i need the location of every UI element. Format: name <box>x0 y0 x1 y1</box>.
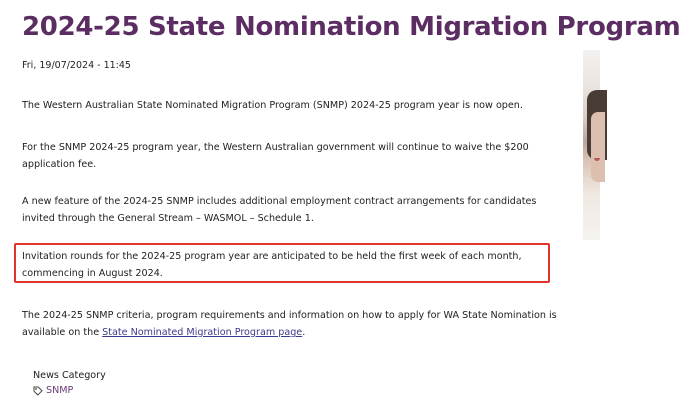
paragraph-fee-waiver: For the SNMP 2024-25 program year, the Western Australian government will continue to waive the $200 application fee. <box>22 142 529 170</box>
criteria-text: The 2024-25 SNMP criteria, program requirements and information on how to apply for WA State Nomination is available on the <box>22 310 557 338</box>
criteria-text-end: . <box>302 327 306 338</box>
sidebar-photo <box>583 50 600 240</box>
post-date: Fri, 19/07/2024 - 11:45 <box>22 60 131 71</box>
news-category-label: News Category <box>33 370 106 381</box>
tag-label: SNMP <box>46 385 74 396</box>
paragraph-invitation-rounds: Invitation rounds for the 2024-25 program year are anticipated to be held the first week of each month, commencing in August 2024. <box>22 251 522 279</box>
paragraph-criteria <box>22 307 562 341</box>
photo-face <box>591 112 605 182</box>
tag-icon <box>33 386 43 396</box>
paragraph-program-open: The Western Australian State Nominated Migration Program (SNMP) 2024-25 program year is now open. <box>22 100 523 111</box>
category-tag-snmp[interactable] <box>33 385 73 396</box>
paragraph-new-feature: A new feature of the 2024-25 SNMP includes additional employment contract arrangements for candidates invited through the General Stream – WASMOL – Schedule 1. <box>22 196 537 224</box>
page-title: 2024-25 State Nomination Migration Program <box>22 12 680 42</box>
snmp-page-link[interactable]: State Nominated Migration Program page <box>102 327 303 338</box>
